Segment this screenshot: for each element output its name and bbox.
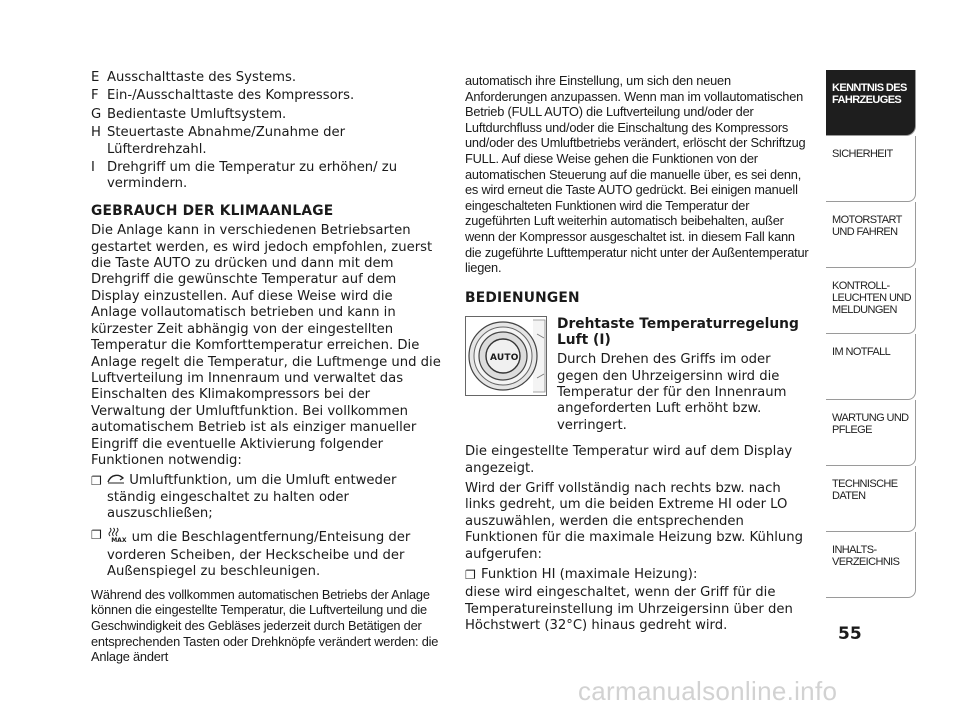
sidebar-tab-wartung[interactable]: WARTUNG UND PFLEGE — [826, 400, 916, 466]
paragraph: Die eingestellte Temperatur wird auf dem Display angezeigt. — [465, 444, 793, 476]
bullet-item — [465, 567, 812, 583]
paragraph: Die Anlage kann in verschiedenen Betriebsarten gestartet werden, es wird jedoch empfohlen, zuerst die Taste AUTO zu drücken und dann mit dem Drehgriff die gewünschte Temperatur auf dem Display einzustellen. Auf diese Weise wird die Anlage vollautomatisch betrieben und kann in kürzester Zeit abhängig von der eingestellten Temperatur die Komforttemperatur erreichen. Die Anlage regelt die Temperatur, die Luftmenge und die Luftverteilung im Innenraum und verwaltet das Einschalten des Klimakompressors bei der Verwaltung der Umluftfunktion. Bei vollkommen automatischem Betrieb ist als einziger manueller Eingriff die eventuelle Aktivierung folgender Funktionen notwendig: — [91, 223, 441, 468]
bullet-item — [91, 473, 441, 522]
paragraph: Durch Drehen des Griffs im oder gegen den Uhrzeigersinn wird die Temperatur der für den Innenraum angeforderten Luft erhöht bzw. verringert. — [557, 352, 787, 433]
checkbox-bullet-icon: ❐ — [91, 527, 102, 542]
control-block — [465, 316, 812, 438]
list-item: F Ein-/Ausschalttaste des Kompressors. — [91, 88, 355, 104]
paragraph: Während des vollkommen automatischen Betriebs der Anlage können die eingestellte Temperatur, die Luftverteilung und die Geschwindigkeit des Gebläses jederzeit durch Betätigen der entsprechenden Tasten oder Drehknöpfe verändert werden: die Anlage ändert — [91, 586, 439, 665]
section-heading: GEBRAUCH DER KLIMAANLAGE — [91, 202, 334, 219]
sidebar-tab-kenntnis[interactable]: KENNTNIS DES FAHRZEUGES — [826, 70, 916, 136]
key-list — [91, 70, 441, 193]
auto-knob-illustration — [465, 316, 547, 396]
list-item: H Steuertaste Abnahme/Zunahme der Lüfterdrehzahl. — [91, 125, 345, 157]
paragraph: Wird der Griff vollständig nach rechts bzw. nach links gedreht, um die beiden Extreme HI oder LO auszuwählen, werden die entsprechenden Funktionen für die maximale Heizung bzw. Kühlung aufgerufen: — [465, 480, 803, 562]
paragraph: automatisch ihre Einstellung, um sich den neuen Anforderungen anzupassen. Wenn man im vollautomatischen Betrieb (FULL AUTO) die Luftverteilung und/oder der Luftdurchfluss und/oder die Einschaltung des Kompressors und/oder des Umluftbetriebs verändert, erlöscht der Schriftzug FULL. Auf diese Weise gehen die Funktionen von der automatischen Steuerung auf die manuelle über, es sei denn, es wird erneut die Taste AUTO gedrückt. Bei einigen manuell eingeschalteten Funktionen wird die Temperatur der zugeführten Luft weiterhin automatisch beibehalten, außer wenn der Kompressor ausgeschaltet ist. in diesem Fall kann die zugeführte Lufttemperatur nicht unter der Außentemperatur liegen. — [465, 73, 809, 276]
left-column — [91, 70, 441, 669]
bullet-text: Umluftfunktion, um die Umluft entweder ständig eingeschaltet zu halten oder auszuschließen; — [107, 473, 397, 522]
auto-button-label: AUTO — [490, 353, 519, 364]
max-label: MAX — [111, 536, 127, 544]
control-title: Drehtaste Temperaturregelung Luft (I) — [557, 316, 799, 349]
sidebar-tab-sicherheit[interactable]: SICHERHEIT — [826, 136, 916, 202]
bullet-text: um die Beschlagentfernung/Enteisung der vorderen Scheiben, der Heckscheibe und der Außenspiegel zu beschleunigen. — [107, 529, 411, 580]
paragraph: diese wird eingeschaltet, wenn der Griff für die Temperatureinstellung im Uhrzeigersinn über den Höchstwert (32°C) hinaus gedreht wird. — [465, 585, 793, 634]
right-column — [465, 73, 812, 639]
section-heading: BEDIENUNGEN — [465, 289, 580, 306]
checkbox-bullet-icon: ❐ — [91, 474, 102, 489]
sidebar-tab-technische-daten[interactable]: TECHNISCHE DATEN — [826, 466, 916, 532]
sidebar-tab-inhaltsverzeichnis[interactable]: INHALTS- VERZEICHNIS — [826, 532, 916, 598]
sidebar-tab-kontrollleuchten[interactable]: KONTROLL- LEUCHTEN UND MELDUNGEN — [826, 268, 916, 334]
sidebar-tab-notfall[interactable]: IM NOTFALL — [826, 334, 916, 400]
bullet-item — [91, 527, 441, 581]
page-number: 55 — [838, 624, 862, 644]
checkbox-bullet-icon: ❐ — [465, 568, 476, 582]
list-item: I Drehgriff um die Temperatur zu erhöhen/ zu vermindern. — [91, 160, 398, 192]
recirculation-icon — [107, 473, 129, 488]
sidebar-tab-motorstart[interactable]: MOTORSTART UND FAHREN — [826, 202, 916, 268]
bullet-text: Funktion HI (maximale Heizung): — [481, 567, 698, 582]
watermark-text: carmanualsonline.info — [578, 676, 838, 706]
control-description — [557, 316, 812, 438]
list-item: G Bedientaste Umluftsystem. — [91, 106, 287, 122]
list-item: E Ausschalttaste des Systems. — [91, 70, 297, 85]
chapter-sidebar — [826, 70, 916, 598]
